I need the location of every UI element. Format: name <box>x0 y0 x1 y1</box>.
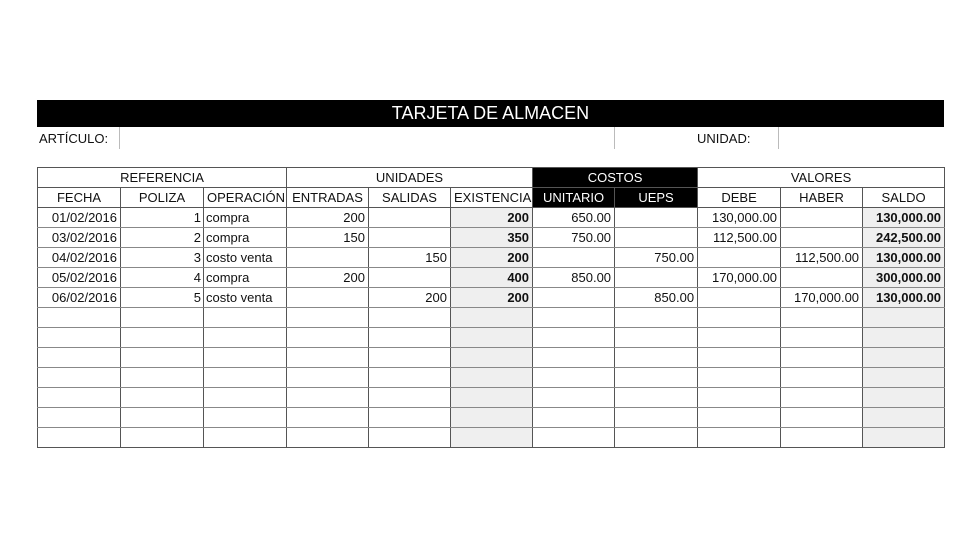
cell: 3 <box>121 248 204 268</box>
cell: 150 <box>369 248 451 268</box>
group-unidades: UNIDADES <box>287 168 533 188</box>
cell: 200 <box>451 288 533 308</box>
cell <box>533 368 615 388</box>
cell <box>533 348 615 368</box>
cell <box>38 428 121 448</box>
cell: compra <box>204 228 287 248</box>
table-row <box>38 228 945 248</box>
cell: 2 <box>121 228 204 248</box>
cell <box>533 428 615 448</box>
cell <box>369 268 451 288</box>
cell: 350 <box>451 228 533 248</box>
table-row <box>38 308 945 328</box>
cell: 150 <box>287 228 369 248</box>
cell: 200 <box>287 208 369 228</box>
cell <box>204 308 287 328</box>
cell <box>287 248 369 268</box>
col-haber: HABER <box>781 188 863 208</box>
cell <box>287 368 369 388</box>
col-fecha: FECHA <box>38 188 121 208</box>
table-row <box>38 328 945 348</box>
cell <box>863 328 945 348</box>
table-row <box>38 348 945 368</box>
cell <box>204 388 287 408</box>
cell <box>698 248 781 268</box>
cell: compra <box>204 208 287 228</box>
cell <box>369 428 451 448</box>
cell <box>698 388 781 408</box>
cell <box>38 348 121 368</box>
cell <box>615 408 698 428</box>
cell <box>204 408 287 428</box>
unidad-label: UNIDAD: <box>697 131 751 146</box>
cell <box>615 228 698 248</box>
cell <box>863 348 945 368</box>
cell <box>698 308 781 328</box>
cell <box>615 388 698 408</box>
cell: 750.00 <box>533 228 615 248</box>
cell: 130,000.00 <box>863 248 945 268</box>
cell <box>38 328 121 348</box>
cell: 300,000.00 <box>863 268 945 288</box>
cell <box>615 208 698 228</box>
cell <box>369 348 451 368</box>
unidad-field-border <box>778 127 779 149</box>
cell <box>369 368 451 388</box>
table-row <box>38 288 945 308</box>
col-debe: DEBE <box>698 188 781 208</box>
cell: costo venta <box>204 288 287 308</box>
cell <box>451 348 533 368</box>
cell <box>781 268 863 288</box>
cell <box>451 368 533 388</box>
cell <box>863 388 945 408</box>
col-ueps: UEPS <box>615 188 698 208</box>
meta-row <box>37 127 944 149</box>
cell <box>781 348 863 368</box>
cell <box>38 388 121 408</box>
cell <box>204 328 287 348</box>
col-poliza: POLIZA <box>121 188 204 208</box>
cell: 5 <box>121 288 204 308</box>
col-existencia: EXISTENCIA <box>451 188 533 208</box>
cell <box>287 288 369 308</box>
cell <box>369 228 451 248</box>
cell: 05/02/2016 <box>38 268 121 288</box>
cell <box>533 288 615 308</box>
group-valores: VALORES <box>698 168 945 188</box>
cell <box>781 368 863 388</box>
cell: 01/02/2016 <box>38 208 121 228</box>
table-row <box>38 428 945 448</box>
cell <box>698 428 781 448</box>
cell: 200 <box>369 288 451 308</box>
table-row <box>38 248 945 268</box>
cell <box>698 408 781 428</box>
cell <box>863 308 945 328</box>
cell <box>533 308 615 328</box>
cell <box>781 328 863 348</box>
cell <box>615 328 698 348</box>
cell: compra <box>204 268 287 288</box>
cell <box>204 368 287 388</box>
cell: 130,000.00 <box>698 208 781 228</box>
cell <box>121 348 204 368</box>
col-unitario: UNITARIO <box>533 188 615 208</box>
cell: 242,500.00 <box>863 228 945 248</box>
cell <box>451 428 533 448</box>
cell <box>451 388 533 408</box>
cell <box>781 428 863 448</box>
cell <box>287 408 369 428</box>
cell <box>287 348 369 368</box>
cell <box>615 348 698 368</box>
cell <box>38 308 121 328</box>
cell <box>698 288 781 308</box>
col-entradas: ENTRADAS <box>287 188 369 208</box>
cell: 400 <box>451 268 533 288</box>
cell: 850.00 <box>615 288 698 308</box>
cell <box>369 328 451 348</box>
cell: 200 <box>287 268 369 288</box>
cell <box>38 408 121 428</box>
cell <box>533 408 615 428</box>
cell: costo venta <box>204 248 287 268</box>
cell <box>204 428 287 448</box>
cell <box>287 308 369 328</box>
cell <box>121 328 204 348</box>
articulo-field-left-border <box>119 127 120 149</box>
cell: 170,000.00 <box>781 288 863 308</box>
table-body <box>38 208 945 448</box>
cell: 850.00 <box>533 268 615 288</box>
cell: 4 <box>121 268 204 288</box>
col-salidas: SALIDAS <box>369 188 451 208</box>
cell <box>863 368 945 388</box>
cell <box>204 348 287 368</box>
articulo-label: ARTÍCULO: <box>39 131 109 146</box>
cell: 06/02/2016 <box>38 288 121 308</box>
card-table <box>37 167 945 448</box>
cell: 200 <box>451 208 533 228</box>
cell <box>369 208 451 228</box>
cell <box>287 428 369 448</box>
cell <box>121 388 204 408</box>
articulo-field-right-border <box>614 127 615 149</box>
cell <box>38 368 121 388</box>
card-title: TARJETA DE ALMACEN <box>37 100 944 127</box>
cell <box>863 408 945 428</box>
col-saldo: SALDO <box>863 188 945 208</box>
cell: 200 <box>451 248 533 268</box>
cell <box>451 408 533 428</box>
cell: 650.00 <box>533 208 615 228</box>
cell <box>451 328 533 348</box>
cell <box>698 348 781 368</box>
cell: 04/02/2016 <box>38 248 121 268</box>
table-row <box>38 268 945 288</box>
cell: 750.00 <box>615 248 698 268</box>
cell <box>863 428 945 448</box>
cell <box>781 208 863 228</box>
cell: 130,000.00 <box>863 208 945 228</box>
cell <box>121 408 204 428</box>
cell: 1 <box>121 208 204 228</box>
table-row <box>38 408 945 428</box>
table-row <box>38 388 945 408</box>
group-referencia: REFERENCIA <box>38 168 287 188</box>
cell <box>781 388 863 408</box>
cell <box>451 308 533 328</box>
cell: 03/02/2016 <box>38 228 121 248</box>
cell <box>369 408 451 428</box>
cell <box>698 368 781 388</box>
cell <box>121 428 204 448</box>
col-operacion: OPERACIÓN <box>204 188 287 208</box>
cell <box>615 308 698 328</box>
cell <box>533 328 615 348</box>
table-row <box>38 208 945 228</box>
cell <box>781 408 863 428</box>
cell <box>781 228 863 248</box>
cell <box>781 308 863 328</box>
group-costos: COSTOS <box>533 168 698 188</box>
cell: 112,500.00 <box>698 228 781 248</box>
cell: 112,500.00 <box>781 248 863 268</box>
cell <box>533 248 615 268</box>
cell <box>287 328 369 348</box>
cell <box>698 328 781 348</box>
cell: 170,000.00 <box>698 268 781 288</box>
cell <box>615 428 698 448</box>
cell <box>533 388 615 408</box>
cell <box>369 308 451 328</box>
cell <box>369 388 451 408</box>
cell <box>121 368 204 388</box>
cell <box>615 368 698 388</box>
cell <box>615 268 698 288</box>
cell <box>287 388 369 408</box>
table-row <box>38 368 945 388</box>
cell <box>121 308 204 328</box>
cell: 130,000.00 <box>863 288 945 308</box>
warehouse-card <box>37 100 944 448</box>
